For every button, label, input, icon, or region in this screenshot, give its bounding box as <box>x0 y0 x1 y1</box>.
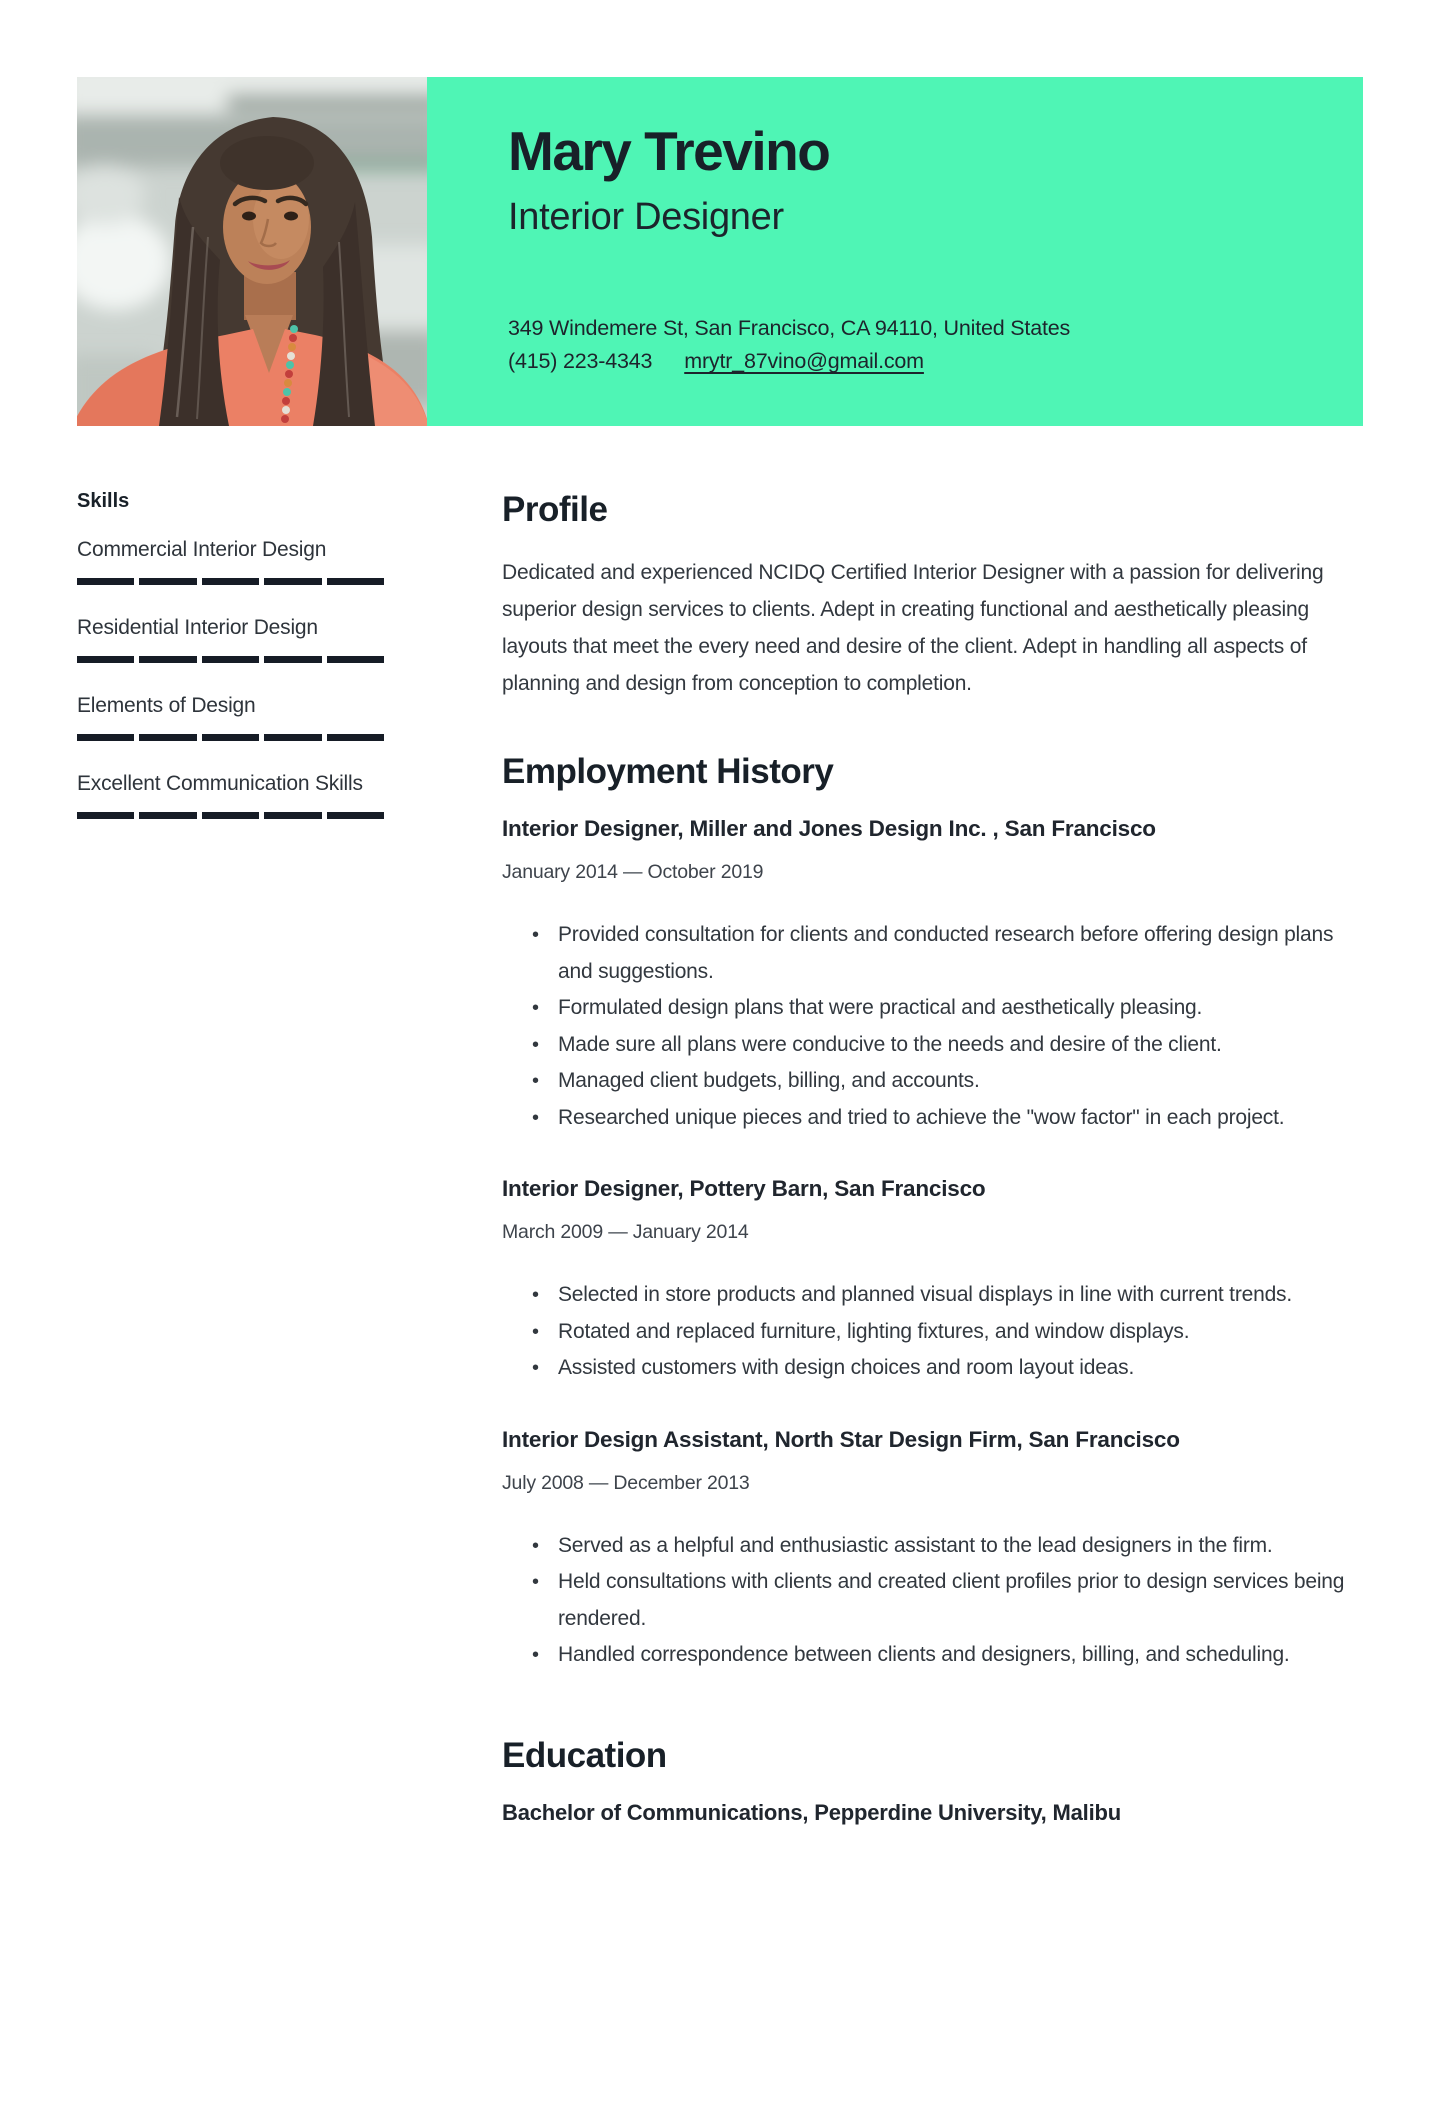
resume-header <box>77 77 1363 426</box>
candidate-job-title: Interior Designer <box>508 195 784 238</box>
skill-level-bar <box>77 578 384 585</box>
skill-name: Commercial Interior Design <box>77 538 327 561</box>
job-bullet: • Served as a helpful and enthusiastic assistant to the lead designers in the firm. <box>558 1528 1363 1565</box>
profile-photo <box>77 77 427 426</box>
employment-section <box>502 752 1363 1674</box>
job-title: Interior Design Assistant, North Star Design Firm, San Francisco <box>502 1426 1180 1452</box>
job-bullet-list <box>502 917 1363 1136</box>
job-entry <box>502 1176 1363 1387</box>
job-entry <box>502 816 1363 1136</box>
skill-level-bar <box>77 734 384 741</box>
job-bullet: • Researched unique pieces and tried to achieve the "wow factor" in each project. <box>558 1100 1363 1137</box>
resume-body <box>77 490 1363 1826</box>
job-bullet: • Rotated and replaced furniture, lighting fixtures, and window displays. <box>558 1314 1363 1351</box>
job-bullet-list <box>502 1277 1363 1387</box>
job-bullet-list <box>502 1528 1363 1674</box>
skill-name: Elements of Design <box>77 694 256 717</box>
skill-name: Excellent Communication Skills <box>77 772 363 795</box>
education-degree: Bachelor of Communications, Pepperdine University, Malibu <box>502 1799 1121 1825</box>
employment-heading: Employment History <box>502 752 834 791</box>
job-bullet: • Made sure all plans were conducive to the needs and desire of the client. <box>558 1027 1363 1064</box>
portrait-illustration <box>77 77 427 426</box>
skill-level-bar <box>77 656 384 663</box>
skill-name: Residential Interior Design <box>77 616 318 639</box>
contact-block <box>508 312 1323 378</box>
job-bullet: • Selected in store products and planned visual displays in line with current trends. <box>558 1277 1363 1314</box>
contact-phone: (415) 223-4343 <box>508 349 653 373</box>
education-heading: Education <box>502 1735 667 1775</box>
main-column <box>502 490 1363 1826</box>
job-bullet: • Provided consultation for clients and conducted research before offering design plans and suggestions. <box>558 917 1363 990</box>
job-bullet: • Managed client budgets, billing, and accounts. <box>558 1063 1363 1100</box>
profile-section <box>502 490 1363 702</box>
skill-item <box>77 691 384 741</box>
skill-item <box>77 769 384 819</box>
skills-sidebar <box>77 490 384 847</box>
candidate-name: Mary Trevino <box>508 120 830 182</box>
job-title: Interior Designer, Pottery Barn, San Francisco <box>502 1176 986 1201</box>
job-bullet: • Handled correspondence between clients and designers, billing, and scheduling. <box>558 1637 1363 1674</box>
skill-item <box>77 613 384 663</box>
job-bullet: • Assisted customers with design choices and room layout ideas. <box>558 1350 1363 1387</box>
job-dates: January 2014 — October 2019 <box>502 861 764 883</box>
profile-text: Dedicated and experienced NCIDQ Certified Interior Designer with a passion for delivering superior design services to clients. Adept in creating functional and aesthetically pleasing layouts that meet the every need and desire of the client. Adept in handling all aspects of planning and design from conception to completion. <box>502 561 1324 695</box>
job-title: Interior Designer, Miller and Jones Design Inc. , San Francisco <box>502 816 1156 841</box>
job-bullet: • Formulated design plans that were practical and aesthetically pleasing. <box>558 990 1363 1027</box>
job-dates: March 2009 — January 2014 <box>502 1221 749 1243</box>
skill-item <box>77 535 384 585</box>
contact-address: 349 Windemere St, San Francisco, CA 94110, United States <box>508 316 1071 340</box>
job-bullet: • Held consultations with clients and created client profiles prior to design services being rendered. <box>558 1564 1363 1637</box>
profile-heading: Profile <box>502 490 608 529</box>
header-banner <box>427 77 1363 426</box>
job-entry <box>502 1427 1363 1674</box>
education-section <box>502 1736 1363 1826</box>
skill-level-bar <box>77 812 384 819</box>
contact-email-link[interactable]: mrytr_87vino@gmail.com <box>684 349 924 373</box>
skills-heading: Skills <box>77 490 130 512</box>
job-dates: July 2008 — December 2013 <box>502 1471 750 1494</box>
